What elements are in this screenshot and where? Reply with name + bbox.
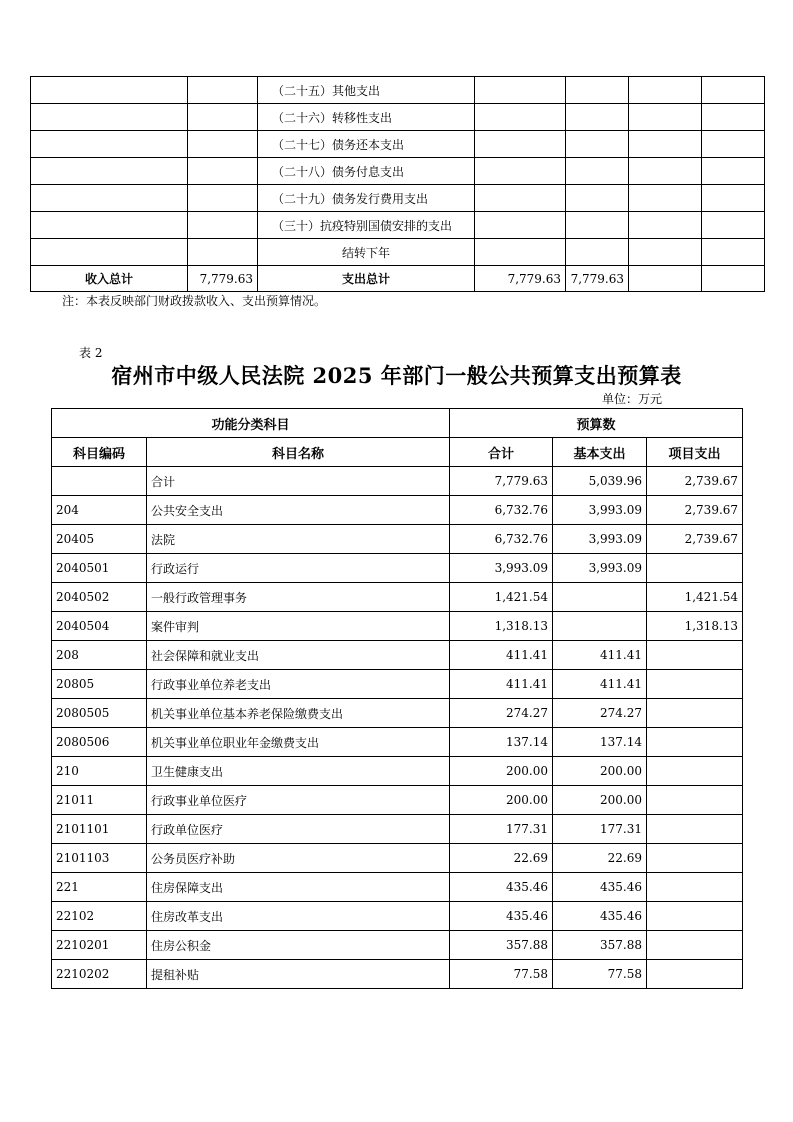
- expense-amount-cell: [475, 104, 566, 131]
- total-cell: 6,732.76: [450, 525, 553, 554]
- income-amount-cell: [188, 77, 258, 104]
- expense-amount-cell: [566, 158, 629, 185]
- code-cell: 2210201: [52, 931, 147, 960]
- table-row: [31, 239, 765, 266]
- total-cell: 177.31: [450, 815, 553, 844]
- total-row: [31, 266, 765, 292]
- income-amount-cell: [188, 239, 258, 266]
- basic-cell: 177.31: [553, 815, 647, 844]
- basic-cell: 22.69: [553, 844, 647, 873]
- table-row: [52, 641, 743, 670]
- header-basic: 基本支出: [553, 438, 647, 467]
- expense-amount-cell: [566, 77, 629, 104]
- table-row: [52, 467, 743, 496]
- income-amount-cell: [188, 212, 258, 239]
- income-item-cell: [31, 239, 188, 266]
- basic-cell: 3,993.09: [553, 496, 647, 525]
- table-row: [52, 583, 743, 612]
- carry-over-label: 结转下年: [258, 239, 475, 266]
- table-row: [52, 554, 743, 583]
- table-row: [31, 131, 765, 158]
- name-cell: 提租补贴: [147, 960, 450, 989]
- header-functional-class: 功能分类科目: [52, 409, 450, 438]
- expense-amount-cell: [702, 104, 765, 131]
- unit-label: 单位：万元: [602, 392, 663, 406]
- table-row: [52, 612, 743, 641]
- name-cell: 行政运行: [147, 554, 450, 583]
- basic-cell: 435.46: [553, 902, 647, 931]
- code-cell: 204: [52, 496, 147, 525]
- table-row: [52, 931, 743, 960]
- name-cell: 社会保障和就业支出: [147, 641, 450, 670]
- expense-item-cell: （二十七）债务还本支出: [258, 131, 475, 158]
- total-cell: 3,993.09: [450, 554, 553, 583]
- basic-cell: 411.41: [553, 670, 647, 699]
- name-cell: 公共安全支出: [147, 496, 450, 525]
- project-cell: [647, 960, 743, 989]
- name-cell: 机关事业单位基本养老保险缴费支出: [147, 699, 450, 728]
- table-row: [31, 77, 765, 104]
- code-cell: 22102: [52, 902, 147, 931]
- header-total: 合计: [450, 438, 553, 467]
- expense-amount-cell: [566, 104, 629, 131]
- name-cell: 公务员医疗补助: [147, 844, 450, 873]
- project-cell: [647, 786, 743, 815]
- income-expense-table: [30, 76, 765, 292]
- basic-cell: 3,993.09: [553, 554, 647, 583]
- project-cell: [647, 757, 743, 786]
- income-amount-cell: [188, 158, 258, 185]
- code-cell: 2040501: [52, 554, 147, 583]
- budget-expenditure-table: [51, 408, 743, 989]
- project-cell: 2,739.67: [647, 467, 743, 496]
- expense-amount-cell: [475, 239, 566, 266]
- name-cell: 一般行政管理事务: [147, 583, 450, 612]
- expense-amount-cell: [475, 158, 566, 185]
- name-cell: 案件审判: [147, 612, 450, 641]
- basic-cell: 137.14: [553, 728, 647, 757]
- basic-cell: 357.88: [553, 931, 647, 960]
- name-cell: 住房改革支出: [147, 902, 450, 931]
- basic-cell: 200.00: [553, 786, 647, 815]
- page-title: 宿州市中级人民法院 2025 年部门一般公共预算支出预算表: [111, 363, 682, 388]
- total-cell: 1,421.54: [450, 583, 553, 612]
- project-cell: 1,421.54: [647, 583, 743, 612]
- table-row: [31, 158, 765, 185]
- header-name: 科目名称: [147, 438, 450, 467]
- expense-amount-cell: [566, 131, 629, 158]
- expense-item-cell: （二十五）其他支出: [258, 77, 475, 104]
- code-cell: 21011: [52, 786, 147, 815]
- income-item-cell: [31, 104, 188, 131]
- table-number: 表 2: [79, 346, 103, 360]
- expense-total-label: 支出总计: [258, 266, 475, 292]
- table-row: [31, 185, 765, 212]
- code-cell: 2080506: [52, 728, 147, 757]
- code-cell: 20805: [52, 670, 147, 699]
- expense-amount-cell: [629, 104, 702, 131]
- code-cell: 210: [52, 757, 147, 786]
- project-cell: [647, 670, 743, 699]
- expense-amount-cell: [566, 212, 629, 239]
- total-cell: 22.69: [450, 844, 553, 873]
- total-cell: 435.46: [450, 902, 553, 931]
- project-cell: [647, 815, 743, 844]
- basic-cell: [553, 583, 647, 612]
- income-total-value: 7,779.63: [188, 266, 258, 292]
- expense-item-cell: （二十六）转移性支出: [258, 104, 475, 131]
- table-row: [52, 902, 743, 931]
- basic-cell: 77.58: [553, 960, 647, 989]
- total-cell: 200.00: [450, 757, 553, 786]
- project-cell: [647, 728, 743, 757]
- expense-amount-cell: [702, 266, 765, 292]
- total-cell: 6,732.76: [450, 496, 553, 525]
- header-budget: 预算数: [450, 409, 743, 438]
- table-row: [52, 728, 743, 757]
- expense-amount-cell: [629, 158, 702, 185]
- table-row: [31, 212, 765, 239]
- total-cell: 137.14: [450, 728, 553, 757]
- project-cell: [647, 554, 743, 583]
- expense-amount-cell: [702, 185, 765, 212]
- expense-amount-cell: [629, 131, 702, 158]
- table-row: [52, 873, 743, 902]
- project-cell: [647, 641, 743, 670]
- expense-amount-cell: [566, 239, 629, 266]
- table-row: [52, 496, 743, 525]
- header-project: 项目支出: [647, 438, 743, 467]
- basic-cell: 274.27: [553, 699, 647, 728]
- code-cell: 2080505: [52, 699, 147, 728]
- basic-cell: 200.00: [553, 757, 647, 786]
- code-cell: 2040502: [52, 583, 147, 612]
- expense-amount-cell: [702, 158, 765, 185]
- expense-item-cell: （二十九）债务发行费用支出: [258, 185, 475, 212]
- expense-total-value: 7,779.63: [566, 266, 629, 292]
- project-cell: 1,318.13: [647, 612, 743, 641]
- income-amount-cell: [188, 104, 258, 131]
- expense-amount-cell: [629, 77, 702, 104]
- expense-amount-cell: [475, 77, 566, 104]
- table-row: [52, 525, 743, 554]
- expense-amount-cell: [702, 212, 765, 239]
- expense-amount-cell: [629, 266, 702, 292]
- name-cell: 机关事业单位职业年金缴费支出: [147, 728, 450, 757]
- basic-cell: [553, 612, 647, 641]
- total-cell: 7,779.63: [450, 467, 553, 496]
- total-cell: 200.00: [450, 786, 553, 815]
- table-row: [52, 670, 743, 699]
- table-note: 注：本表反映部门财政拨款收入、支出预算情况。: [62, 294, 327, 308]
- table-row: [31, 104, 765, 131]
- code-cell: 208: [52, 641, 147, 670]
- project-cell: 2,739.67: [647, 525, 743, 554]
- total-cell: 435.46: [450, 873, 553, 902]
- project-cell: [647, 844, 743, 873]
- code-cell: 2101103: [52, 844, 147, 873]
- income-item-cell: [31, 212, 188, 239]
- name-cell: 行政事业单位养老支出: [147, 670, 450, 699]
- name-cell: 住房保障支出: [147, 873, 450, 902]
- income-item-cell: [31, 131, 188, 158]
- project-cell: [647, 931, 743, 960]
- total-cell: 357.88: [450, 931, 553, 960]
- project-cell: 2,739.67: [647, 496, 743, 525]
- expense-amount-cell: [475, 212, 566, 239]
- code-cell: 20405: [52, 525, 147, 554]
- project-cell: [647, 902, 743, 931]
- code-cell: [52, 467, 147, 496]
- name-cell: 住房公积金: [147, 931, 450, 960]
- expense-amount-cell: [475, 131, 566, 158]
- name-cell: 卫生健康支出: [147, 757, 450, 786]
- expense-amount-cell: [702, 131, 765, 158]
- name-cell: 法院: [147, 525, 450, 554]
- basic-cell: 435.46: [553, 873, 647, 902]
- total-cell: 77.58: [450, 960, 553, 989]
- project-cell: [647, 873, 743, 902]
- expense-amount-cell: [629, 212, 702, 239]
- name-cell: 行政单位医疗: [147, 815, 450, 844]
- project-cell: [647, 699, 743, 728]
- expense-amount-cell: [702, 239, 765, 266]
- table-row: [52, 699, 743, 728]
- code-cell: 221: [52, 873, 147, 902]
- table-row: [52, 960, 743, 989]
- total-cell: 274.27: [450, 699, 553, 728]
- total-cell: 1,318.13: [450, 612, 553, 641]
- income-amount-cell: [188, 185, 258, 212]
- expense-amount-cell: [629, 185, 702, 212]
- expense-amount-cell: [566, 185, 629, 212]
- income-item-cell: [31, 185, 188, 212]
- income-total-label: 收入总计: [31, 266, 188, 292]
- table-row: [52, 757, 743, 786]
- expense-amount-cell: [629, 239, 702, 266]
- code-cell: 2210202: [52, 960, 147, 989]
- total-cell: 411.41: [450, 641, 553, 670]
- header-code: 科目编码: [52, 438, 147, 467]
- total-cell: 411.41: [450, 670, 553, 699]
- name-cell: 行政事业单位医疗: [147, 786, 450, 815]
- expense-item-cell: （三十）抗疫特别国债安排的支出: [258, 212, 475, 239]
- basic-cell: 5,039.96: [553, 467, 647, 496]
- income-item-cell: [31, 77, 188, 104]
- income-item-cell: [31, 158, 188, 185]
- table-row: [52, 844, 743, 873]
- name-cell: 合计: [147, 467, 450, 496]
- code-cell: 2040504: [52, 612, 147, 641]
- expense-total-value: 7,779.63: [475, 266, 566, 292]
- expense-amount-cell: [702, 77, 765, 104]
- table-row: [52, 786, 743, 815]
- basic-cell: 411.41: [553, 641, 647, 670]
- income-amount-cell: [188, 131, 258, 158]
- expense-amount-cell: [475, 185, 566, 212]
- code-cell: 2101101: [52, 815, 147, 844]
- basic-cell: 3,993.09: [553, 525, 647, 554]
- expense-item-cell: （二十八）债务付息支出: [258, 158, 475, 185]
- table-row: [52, 815, 743, 844]
